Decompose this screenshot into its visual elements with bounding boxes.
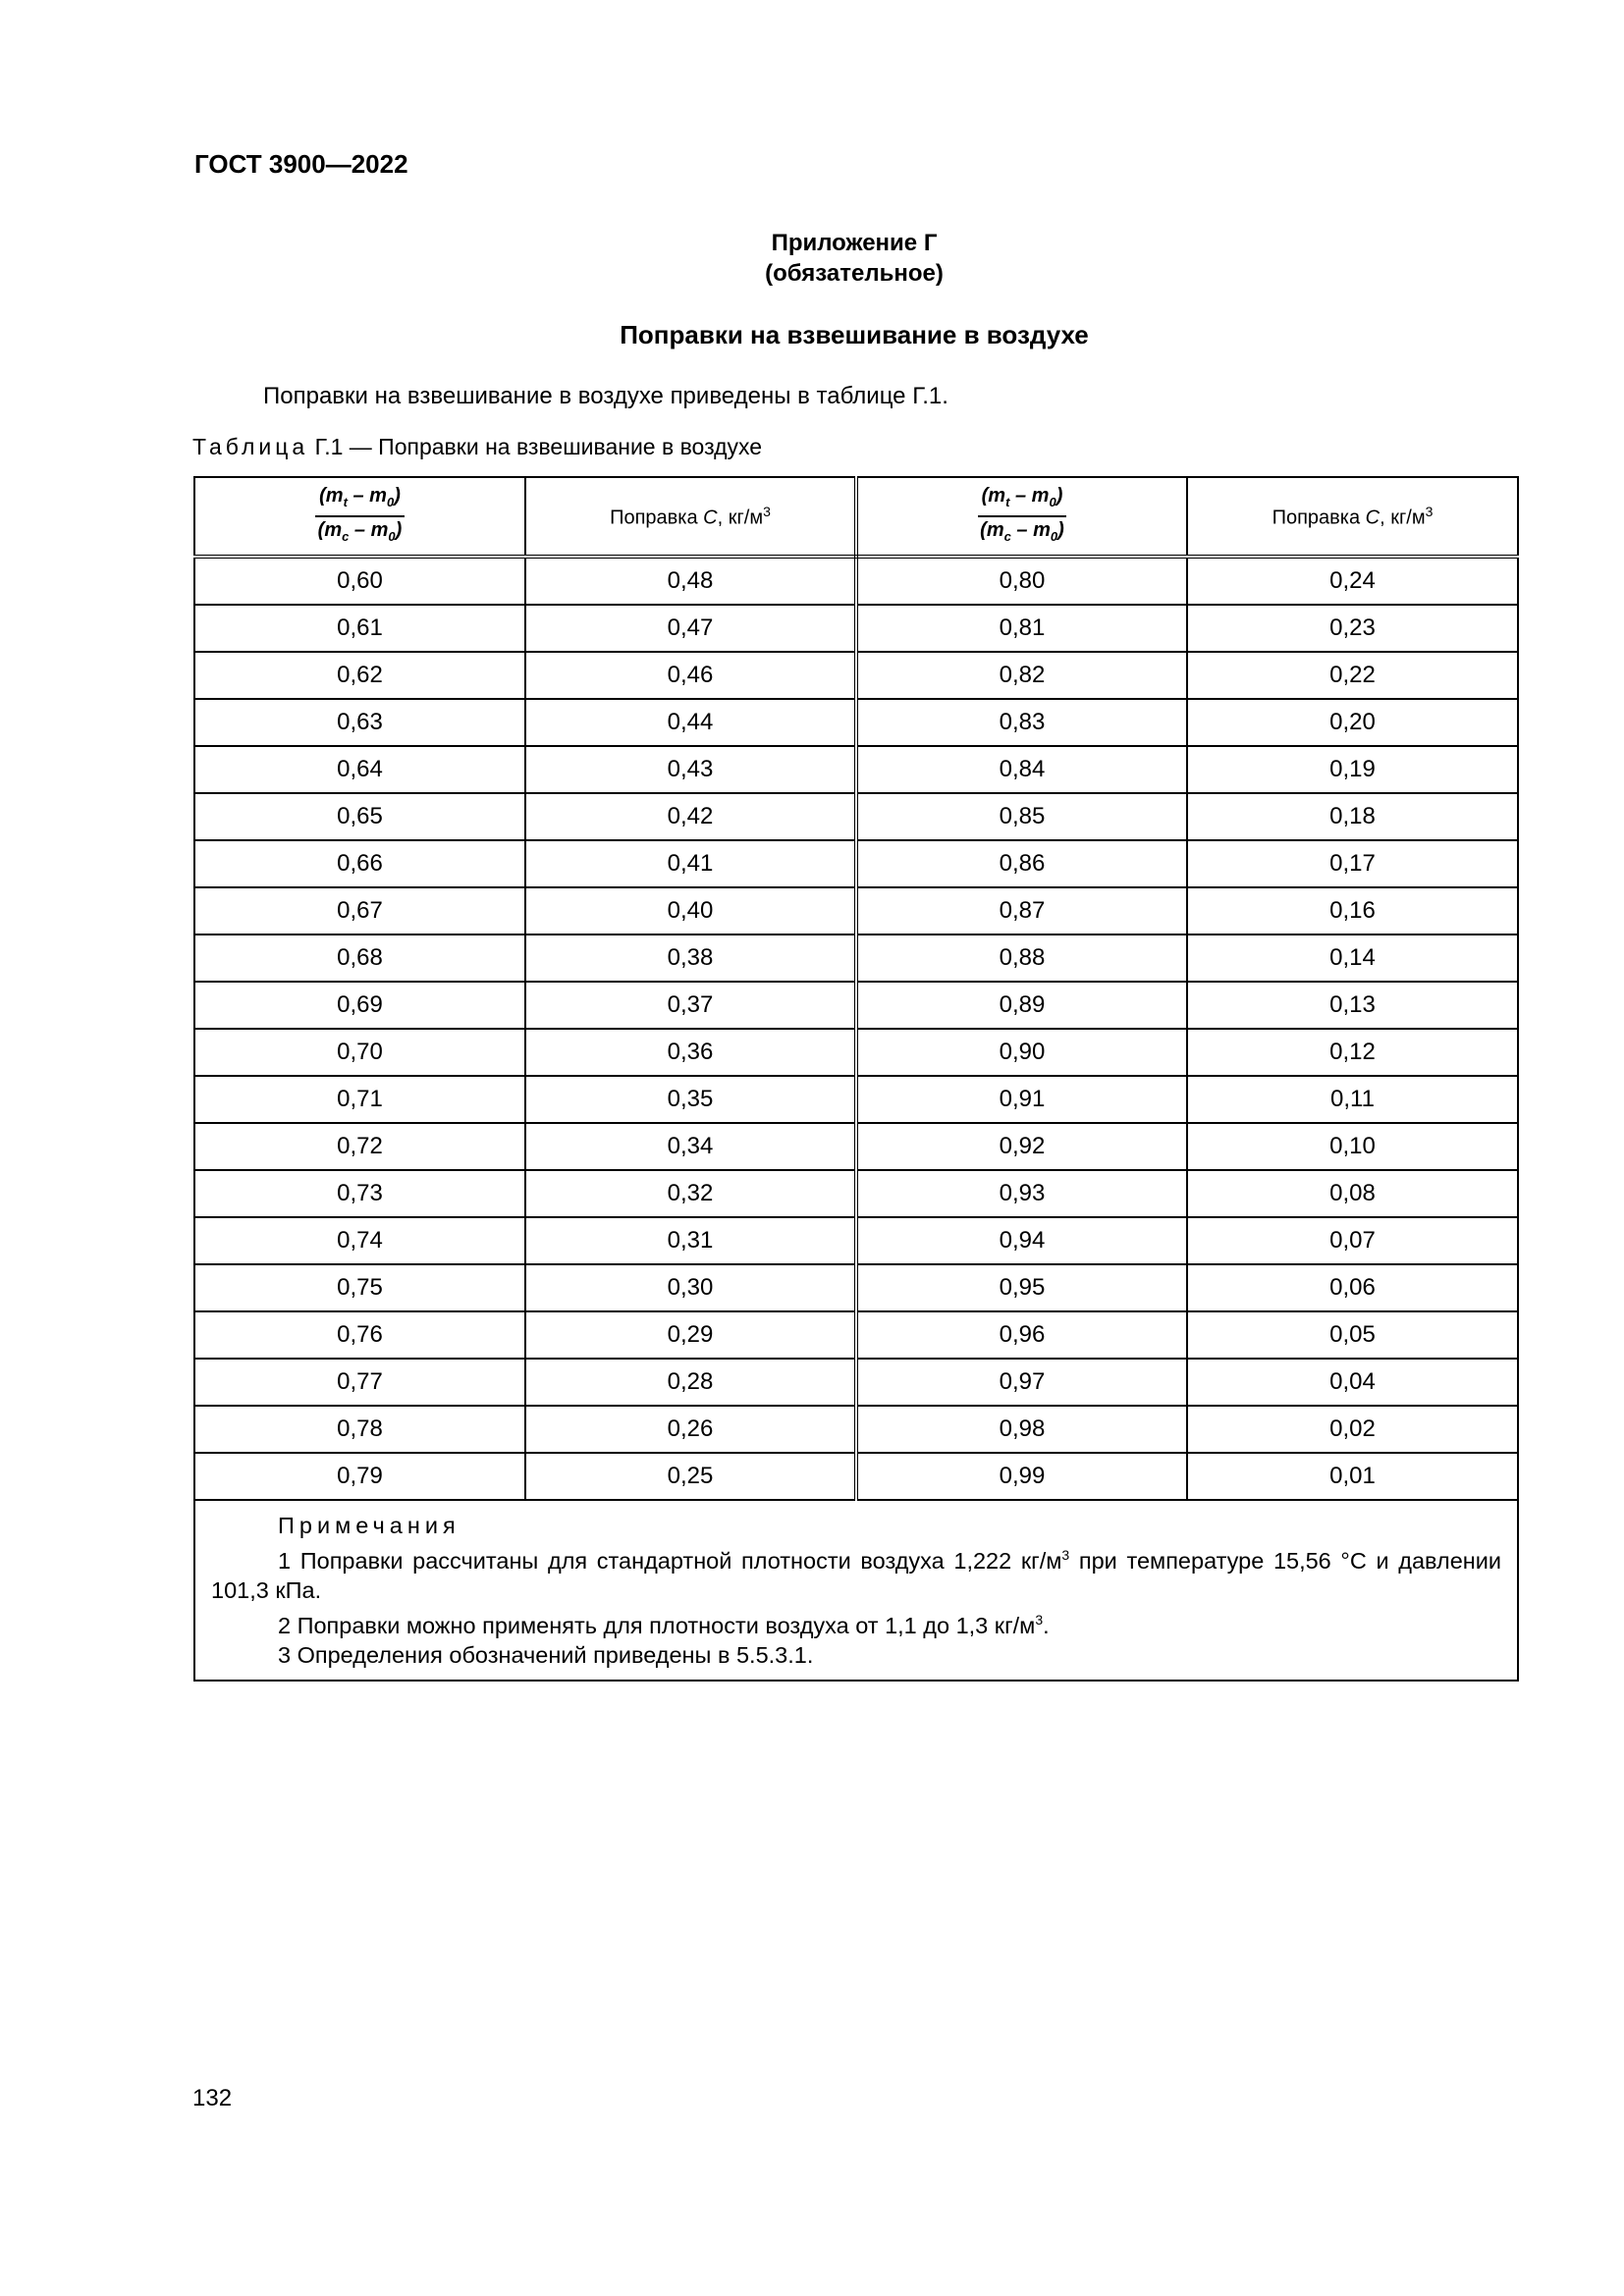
correction-right-cell: 0,16 [1187,887,1518,934]
ratio-left-cell: 0,79 [194,1453,525,1500]
fraction-numerator: $(m_t - m_0)$ [978,484,1067,517]
ratio-left-cell: 0,75 [194,1264,525,1311]
correction-right-cell: 0,05 [1187,1311,1518,1359]
ratio-right-cell: 0,93 [856,1170,1187,1217]
notes-row [194,1500,1518,1681]
header-ratio-right [856,477,1187,557]
header-correction-right: Поправка C, $кг/м^3$ [1187,477,1518,557]
fraction-numerator: $(m_t - m_0)$ [315,484,405,517]
table-row [194,934,1518,982]
table-row [194,982,1518,1029]
table-row [194,887,1518,934]
correction-left-cell: 0,32 [525,1170,856,1217]
ratio-left-cell: 0,73 [194,1170,525,1217]
correction-left-cell: 0,28 [525,1359,856,1406]
correction-left-cell: 0,30 [525,1264,856,1311]
correction-left-cell: 0,29 [525,1311,856,1359]
corrections-table [193,476,1519,1682]
ratio-right-cell: 0,87 [856,887,1187,934]
table-row [194,557,1518,605]
table-row [194,1123,1518,1170]
ratio-left-cell: 0,74 [194,1217,525,1264]
table-row [194,1264,1518,1311]
correction-left-cell: 0,38 [525,934,856,982]
ratio-left-cell: 0,68 [194,934,525,982]
ratio-right-cell: 0,89 [856,982,1187,1029]
correction-right-cell: 0,02 [1187,1406,1518,1453]
ratio-left-cell: 0,61 [194,605,525,652]
correction-left-cell: 0,40 [525,887,856,934]
table-caption [192,434,762,460]
correction-left-cell: 0,47 [525,605,856,652]
notes-heading: Примечания [278,1513,460,1538]
correction-right-cell: 0,13 [1187,982,1518,1029]
ratio-left-cell: 0,65 [194,793,525,840]
correction-right-cell: 0,19 [1187,746,1518,793]
ratio-right-cell: 0,82 [856,652,1187,699]
ratio-left-cell: 0,76 [194,1311,525,1359]
table-row [194,1076,1518,1123]
ratio-right-cell: 0,96 [856,1311,1187,1359]
ratio-right-cell: 0,95 [856,1264,1187,1311]
appendix-heading [0,228,1624,289]
note-2: 2 Поправки можно применять для плотности воздуха от 1,1 до 1,3 $кг/м^3$. [278,1611,1050,1638]
document-header: ГОСТ 3900—2022 [194,149,408,179]
ratio-right-cell: 0,94 [856,1217,1187,1264]
correction-right-cell: 0,23 [1187,605,1518,652]
ratio-left-cell: 0,63 [194,699,525,746]
ratio-fraction [978,484,1067,549]
ratio-left-cell: 0,67 [194,887,525,934]
correction-right-cell: 0,04 [1187,1359,1518,1406]
table-row [194,652,1518,699]
ratio-right-cell: 0,81 [856,605,1187,652]
correction-right-cell: 0,14 [1187,934,1518,982]
correction-right-cell: 0,20 [1187,699,1518,746]
correction-left-cell: 0,41 [525,840,856,887]
correction-right-cell: 0,07 [1187,1217,1518,1264]
ratio-right-cell: 0,83 [856,699,1187,746]
correction-right-cell: 0,08 [1187,1170,1518,1217]
correction-right-cell: 0,06 [1187,1264,1518,1311]
correction-left-cell: 0,35 [525,1076,856,1123]
ratio-left-cell: 0,77 [194,1359,525,1406]
intro-paragraph: Поправки на взвешивание в воздухе приведены в таблице Г.1. [263,383,948,409]
table-caption-text: Г.1 — Поправки на взвешивание в воздухе [314,434,763,459]
ratio-right-cell: 0,97 [856,1359,1187,1406]
ratio-right-cell: 0,91 [856,1076,1187,1123]
correction-left-cell: 0,48 [525,557,856,605]
table-row [194,1217,1518,1264]
table-row [194,1029,1518,1076]
ratio-right-cell: 0,99 [856,1453,1187,1500]
correction-right-cell: 0,22 [1187,652,1518,699]
correction-left-cell: 0,36 [525,1029,856,1076]
table-row [194,1406,1518,1453]
table-row [194,1311,1518,1359]
appendix-status: (обязательное) [765,260,944,287]
table-header-row [194,477,1518,557]
ratio-right-cell: 0,92 [856,1123,1187,1170]
ratio-left-cell: 0,62 [194,652,525,699]
fraction-denominator: $(m_c - m_0)$ [317,519,403,544]
ratio-left-cell: 0,60 [194,557,525,605]
appendix-title: Приложение Г [771,230,938,256]
correction-left-cell: 0,26 [525,1406,856,1453]
fraction-denominator: $(m_c - m_0)$ [980,519,1064,544]
table-notes [194,1500,1518,1681]
table-row [194,840,1518,887]
header-ratio-left [194,477,525,557]
correction-right-cell: 0,01 [1187,1453,1518,1500]
ratio-right-cell: 0,98 [856,1406,1187,1453]
ratio-left-cell: 0,64 [194,746,525,793]
correction-right-cell: 0,12 [1187,1029,1518,1076]
ratio-right-cell: 0,85 [856,793,1187,840]
ratio-right-cell: 0,84 [856,746,1187,793]
ratio-left-cell: 0,78 [194,1406,525,1453]
ratio-left-cell: 0,69 [194,982,525,1029]
table-row [194,746,1518,793]
ratio-right-cell: 0,90 [856,1029,1187,1076]
correction-left-cell: 0,44 [525,699,856,746]
correction-right-cell: 0,18 [1187,793,1518,840]
section-title: Поправки на взвешивание в воздухе [620,320,1089,349]
ratio-left-cell: 0,71 [194,1076,525,1123]
correction-left-cell: 0,34 [525,1123,856,1170]
ratio-fraction [315,484,405,549]
ratio-left-cell: 0,70 [194,1029,525,1076]
correction-left-cell: 0,42 [525,793,856,840]
table-row [194,1170,1518,1217]
correction-right-cell: 0,11 [1187,1076,1518,1123]
correction-left-cell: 0,37 [525,982,856,1029]
correction-right-cell: 0,17 [1187,840,1518,887]
correction-left-cell: 0,31 [525,1217,856,1264]
correction-left-cell: 0,46 [525,652,856,699]
table-row [194,793,1518,840]
table-row [194,1359,1518,1406]
table-row [194,699,1518,746]
ratio-right-cell: 0,86 [856,840,1187,887]
correction-left-cell: 0,43 [525,746,856,793]
ratio-right-cell: 0,80 [856,557,1187,605]
table-body [194,557,1518,1500]
correction-left-cell: 0,25 [525,1453,856,1500]
note-3: 3 Определения обозначений приведены в 5.5.3.1. [278,1641,814,1668]
correction-right-cell: 0,24 [1187,557,1518,605]
table-row [194,605,1518,652]
note-1: 1 Поправки рассчитаны для стандартной плотности воздуха 1,222 $кг/м^3$ при температуре 15,56 °С и давлении 101,3 кПа. [211,1547,1502,1603]
ratio-left-cell: 0,72 [194,1123,525,1170]
table-caption-word: Таблица [192,434,309,459]
correction-right-cell: 0,10 [1187,1123,1518,1170]
ratio-left-cell: 0,66 [194,840,525,887]
page-number: 132 [192,2085,233,2111]
ratio-right-cell: 0,88 [856,934,1187,982]
table-row [194,1453,1518,1500]
header-correction-left: Поправка C, $кг/м^3$ [525,477,856,557]
